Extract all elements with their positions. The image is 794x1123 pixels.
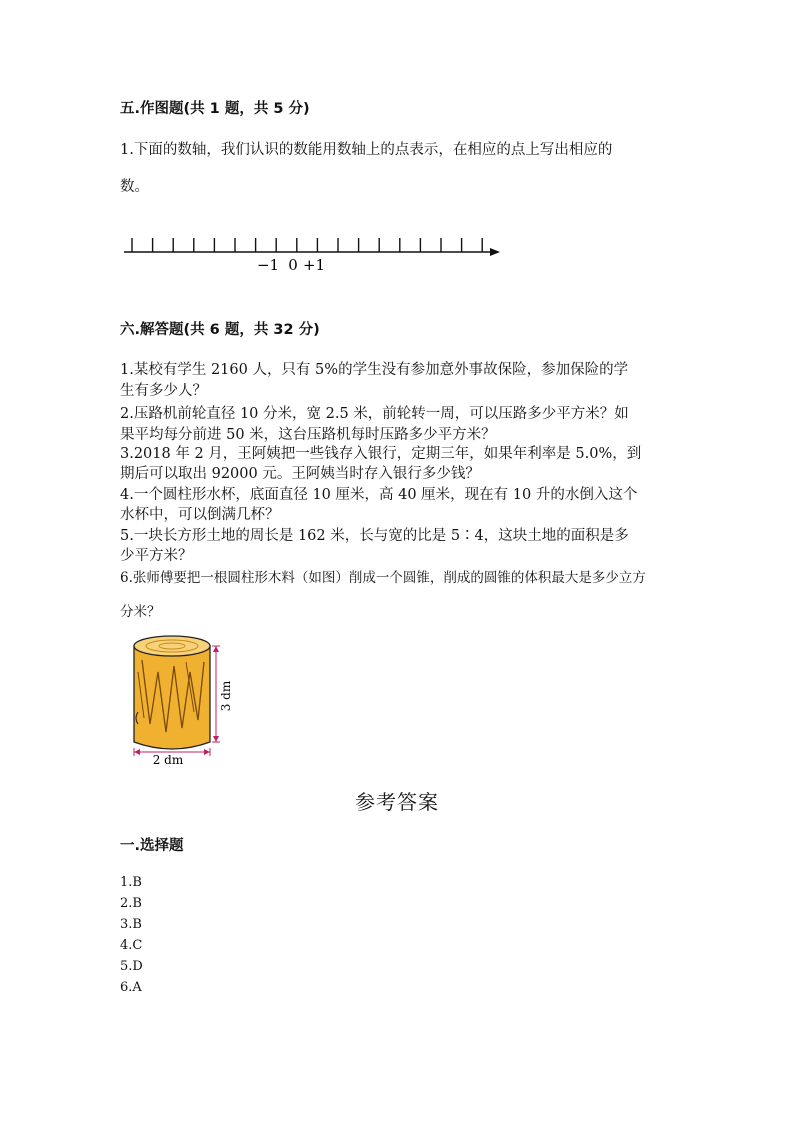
q-line: 1.某校有学生 2160 人，只有 5%的学生没有参加意外事故保险，参加保险的学 [120, 362, 629, 378]
number-line-arrow [490, 248, 500, 256]
answer-item: 6.A [120, 980, 142, 995]
answers-section1-heading: 一.选择题 [120, 838, 184, 854]
number-line-ticks [132, 238, 482, 252]
q-line: 4.一个圆柱形水杯，底面直径 10 厘米，高 40 厘米，现在有 10 升的水倒入这个 [120, 487, 638, 503]
q1-line1: 1.下面的数轴，我们认识的数能用数轴上的点表示，在相应的点上写出相应的 [120, 142, 613, 158]
number-line-label-minus1: −1 [256, 256, 280, 274]
answer-item: 4.C [120, 938, 143, 953]
q-line: 期后可以取出 92000 元。王阿姨当时存入银行多少钱？ [120, 466, 480, 482]
q-line: 5.一块长方形土地的周长是 162 米，长与宽的比是 5∶4，这块土地的面积是多 [120, 528, 629, 544]
section5-heading: 五.作图题(共 1 题，共 5 分) [120, 101, 310, 117]
q1-line2: 数。 [120, 179, 149, 195]
answer-item: 1.B [120, 875, 142, 890]
answer-item: 2.B [120, 896, 142, 911]
answer-item: 5.D [120, 959, 143, 974]
height-label: 3 dm [219, 680, 233, 712]
q-line: 生有多少人？ [120, 383, 207, 399]
q-line: 2.压路机前轮直径 10 分米，宽 2.5 米，前轮转一周，可以压路多少平方米？如 [120, 406, 629, 422]
q-line: 果平均每分前进 50 米，这台压路机每时压路多少平方米？ [120, 427, 496, 443]
number-line-label-0: 0 [288, 256, 298, 274]
q-line: 少平方米？ [120, 548, 193, 564]
q6-line1: 6.张师傅要把一根圆柱形木料（如图）削成一个圆锥，削成的圆锥的体积最大是多少立方 [120, 570, 646, 586]
number-line [118, 230, 508, 275]
wood-log-figure [120, 632, 235, 767]
answers-title: 参考答案 [355, 790, 439, 814]
width-label: 2 dm [152, 753, 184, 767]
section6-heading: 六.解答题(共 6 题，共 32 分) [120, 322, 320, 338]
answer-item: 3.B [120, 917, 142, 932]
number-line-label-plus1: +1 [302, 256, 326, 274]
q-line: 3.2018 年 2 月，王阿姨把一些钱存入银行，定期三年，如果年利率是 5.0%，到 [120, 446, 642, 462]
wood-log [134, 636, 210, 749]
q6-line2: 分米？ [120, 604, 161, 620]
q-line: 水杯中，可以倒满几杯？ [120, 507, 280, 523]
